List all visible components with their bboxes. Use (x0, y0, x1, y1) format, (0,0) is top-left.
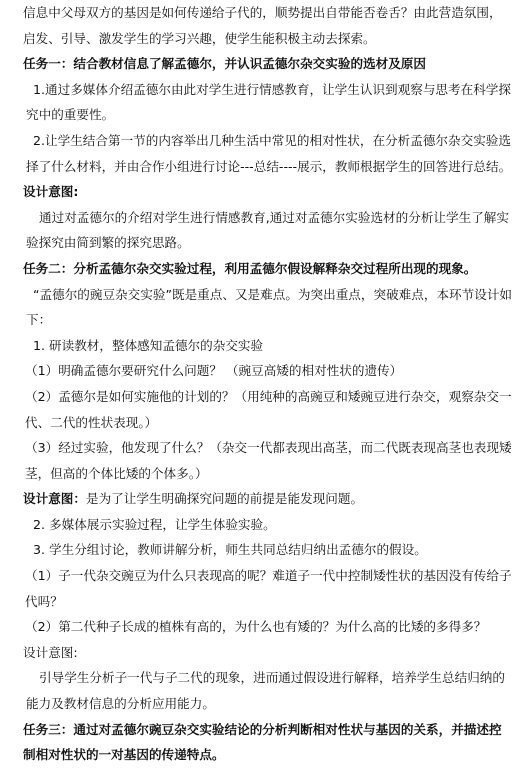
task2-discussion-1: （1）子一代杂交豌豆为什么只表现高的呢？难道子一代中控制矮性状的基因没有传给子代吗？ (25, 568, 512, 609)
task2-heading: 任务二：分析孟德尔杂交实验过程，利用孟德尔假设解释杂交过程所出现的现象。 (23, 260, 477, 276)
task2-intro: “孟德尔的豌豆杂交实验”既是重点、又是难点。为突出重点，突破难点，本环节设计如下： (26, 286, 513, 328)
design-intent-text-1: 通过对孟德尔的介绍对学生进行情感教育,通过对孟德尔实验选材的分析让学生了解实验探究由简到繁的探究思路。 (26, 209, 509, 251)
task2-question-3: （3）经过实验，他发现了什么？（杂交一代都表现出高茎，而二代既表现高茎也表现矮茎，但高的个体比矮的个体多。） (25, 440, 512, 481)
design-intent-label-3: 设计意图: (23, 644, 78, 660)
task2-question-1: （1）明确孟德尔要研究什么问题？ （豌豆高矮的相对性状的遗传） (25, 363, 403, 379)
design-intent-label-1: 设计意图: (23, 184, 79, 200)
design-intent-2 (23, 486, 513, 512)
task2-step-3: 3. 学生分组讨论，教师讲解分析，师生共同总结归纳出孟德尔的假设。 (33, 542, 427, 558)
task3-heading: 任务三：通过对孟德尔豌豆杂交实验结论的分析判断相对性状与基因的关系，并描述控制相对性状的一对基因的传递特点。 (23, 721, 502, 763)
task2-step-1: 1. 研读教材，整体感知孟德尔的杂交实验 (33, 337, 264, 353)
task2-step-2: 2. 多媒体展示实验过程，让学生体验实验。 (33, 516, 276, 532)
design-intent-text-2: 是为了让学生明确探究问题的前提是能发现问题。 (85, 491, 364, 507)
task1-item-2: 2.让学生结合第一节的内容举出几种生活中常见的相对性状，在分析孟德尔杂交实验选择了什么材料，并由合作小组进行讨论---总结----展示，教师根据学生的回答进行总结。 (26, 132, 512, 174)
design-intent-label-2: 设计意图： (23, 491, 86, 507)
task1-heading: 任务一：结合教材信息了解孟德尔，并认识孟德尔杂交实验的选材及原因 (23, 56, 426, 72)
task1-item-1: 1.通过多媒体介绍孟德尔由此对学生进行情感教育，让学生认识到观察与思考在科学探究中的重要性。 (26, 81, 511, 123)
design-intent-text-3: 引导学生分析子一代与子二代的现象，进而通过假设进行解释，培养学生总结归纳的能力及教材信息的分析应用能力。 (26, 670, 505, 712)
task2-discussion-2: （2）第二代种子长成的植株有高的，为什么也有矮的？为什么高的比矮的多得多？ (25, 619, 487, 635)
intro-paragraph: 信息中父母双方的基因是如何传递给子代的，顺势提出自带能否卷舌？由此营造氛围，启发、引导、激发学生的学习兴趣，使学生能积极主动去探索。 (23, 5, 502, 46)
task2-question-2: （2）孟德尔是如何实施他的计划的？（用纯种的高豌豆和矮豌豆进行杂交，观察杂交一代、二代的性状表现。） (25, 388, 512, 430)
